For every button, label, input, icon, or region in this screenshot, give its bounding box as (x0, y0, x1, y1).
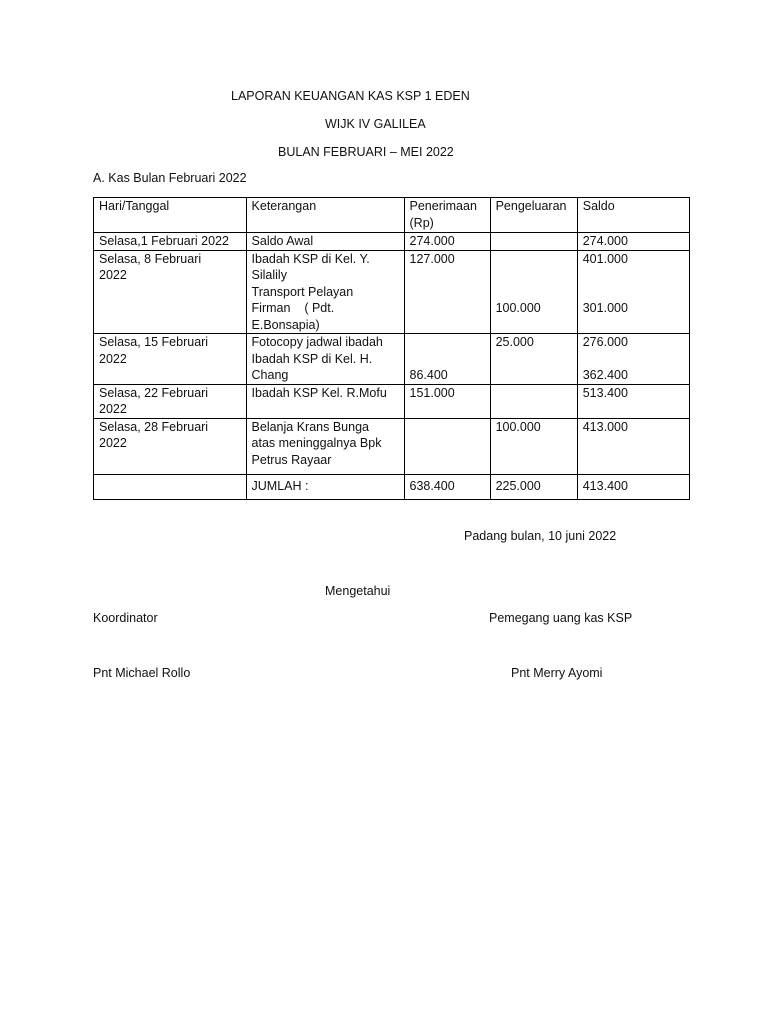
cell-income: 151.000 (404, 384, 490, 418)
report-period: BULAN FEBRUARI – MEI 2022 (278, 145, 454, 159)
cell-income: 127.000 (404, 250, 490, 334)
header-date: Hari/Tanggal (94, 198, 247, 233)
cell-description: Fotocopy jadwal ibadah Ibadah KSP di Kel. H. Chang (246, 334, 404, 385)
table-header-row (94, 198, 690, 233)
cell-balance: 401.000 301.000 (577, 250, 689, 334)
header-income: Penerimaan (Rp) (404, 198, 490, 233)
cell-date: Selasa, 28 Februari 2022 (94, 418, 247, 475)
cell-expense: 100.000 (490, 418, 577, 475)
cell-date: Selasa, 22 Februari 2022 (94, 384, 247, 418)
cell-description: Saldo Awal (246, 233, 404, 251)
table-row (94, 418, 690, 475)
total-label: JUMLAH : (246, 475, 404, 500)
signatory-name-treasurer: Pnt Merry Ayomi (511, 666, 603, 680)
table-row (94, 250, 690, 334)
signatory-role-treasurer: Pemegang uang kas KSP (489, 611, 633, 625)
cell-balance: 274.000 (577, 233, 689, 251)
report-subtitle: WIJK IV GALILEA (325, 117, 426, 131)
cell-balance: 513.400 (577, 384, 689, 418)
cell-income: 274.000 (404, 233, 490, 251)
cell-income: 86.400 (404, 334, 490, 385)
acknowledged-label: Mengetahui (325, 584, 391, 598)
cell-expense: 100.000 (490, 250, 577, 334)
cell-date: Selasa, 15 Februari 2022 (94, 334, 247, 385)
cell-balance: 276.000 362.400 (577, 334, 689, 385)
place-date: Padang bulan, 10 juni 2022 (464, 529, 617, 543)
section-title: A. Kas Bulan Februari 2022 (93, 171, 247, 185)
cell-description: Ibadah KSP di Kel. Y. Silalily Transport Pelayan Firman ( Pdt. E.Bonsapia) (246, 250, 404, 334)
cell-date: Selasa, 8 Februari 2022 (94, 250, 247, 334)
cell-description: Belanja Krans Bunga atas meninggalnya Bpk Petrus Rayaar (246, 418, 404, 475)
cash-ledger-table (93, 197, 690, 500)
total-expense: 225.000 (490, 475, 577, 500)
header-balance: Saldo (577, 198, 689, 233)
header-description: Keterangan (246, 198, 404, 233)
table-row (94, 384, 690, 418)
table-total-row (94, 475, 690, 500)
cell-balance: 413.000 (577, 418, 689, 475)
report-title: LAPORAN KEUANGAN KAS KSP 1 EDEN (231, 89, 470, 103)
total-balance: 413.400 (577, 475, 689, 500)
cell-expense (490, 384, 577, 418)
total-income: 638.400 (404, 475, 490, 500)
cell-expense: 25.000 (490, 334, 577, 385)
cell-income (404, 418, 490, 475)
table-row (94, 233, 690, 251)
cell-description: Ibadah KSP Kel. R.Mofu (246, 384, 404, 418)
signatory-name-coordinator: Pnt Michael Rollo (93, 666, 191, 680)
cell-date (94, 475, 247, 500)
cell-expense (490, 233, 577, 251)
cell-date: Selasa,1 Februari 2022 (94, 233, 247, 251)
signatory-role-coordinator: Koordinator (93, 611, 158, 625)
table-row (94, 334, 690, 385)
header-expense: Pengeluaran (490, 198, 577, 233)
